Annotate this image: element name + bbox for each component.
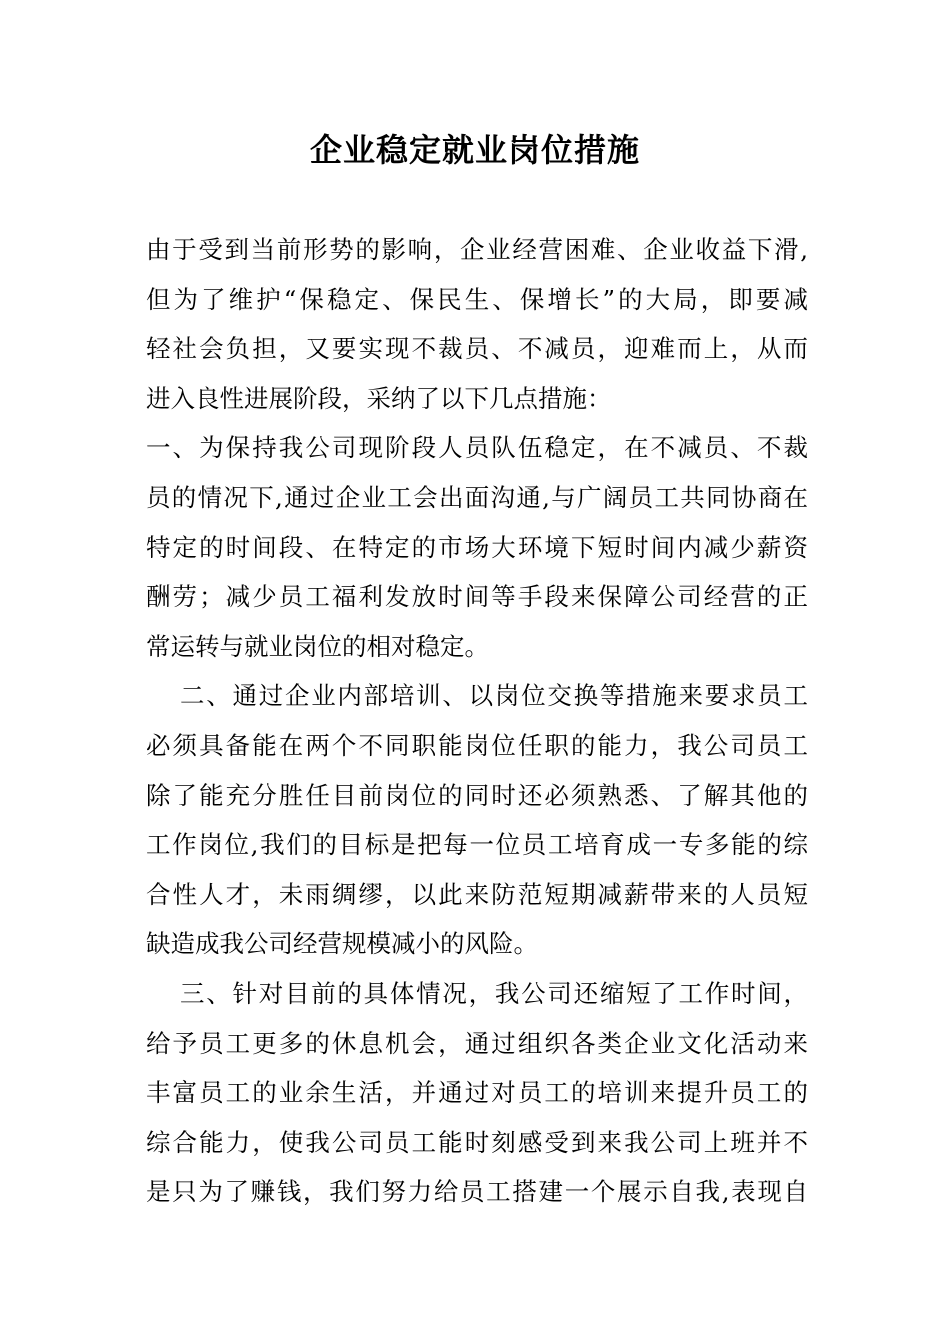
- paragraph-line: 丰富员工的业余生活，并通过对员工的培训来提升员工的: [146, 1078, 808, 1108]
- paragraph-line: 给予员工更多的休息机会，通过组织各类企业文化活动来: [146, 1028, 808, 1058]
- paragraph-line: 轻社会负担，又要实现不裁员、不减员，迎难而上，从而: [146, 334, 808, 364]
- paragraph-line: 进入良性进展阶段，采纳了以下几点措施：: [146, 383, 612, 413]
- paragraph-line: 缺造成我公司经营规模减小的风险。: [146, 929, 538, 959]
- paragraph-line: 必须具备能在两个不同职能岗位任职的能力，我公司员工: [146, 730, 808, 760]
- paragraph-line: 合性人才，未雨绸缪，以此来防范短期减薪带来的人员短: [146, 879, 808, 909]
- paragraph-line: 是只为了赚钱，我们努力给员工搭建一个展示自我,表现自: [146, 1177, 808, 1207]
- document-body: [146, 225, 808, 1217]
- paragraph-line: 二、通过企业内部培训、以岗位交换等措施来要求员工: [180, 681, 808, 711]
- paragraph-line: 员的情况下,通过企业工会出面沟通,与广阔员工共同协商在: [146, 482, 808, 512]
- paragraph-line: 常运转与就业岗位的相对稳定。: [146, 631, 489, 661]
- paragraph-line: 工作岗位,我们的目标是把每一位员工培育成一专多能的综: [146, 830, 808, 860]
- paragraph-line: 特定的时间段、在特定的市场大环境下短时间内减少薪资: [146, 532, 808, 562]
- paragraph-line: 但为了维护“保稳定、保民生、保增长”的大局，即要减: [146, 284, 808, 314]
- paragraph-line: 除了能充分胜任目前岗位的同时还必须熟悉、了解其他的: [146, 780, 808, 810]
- paragraph-line: 酬劳；减少员工福利发放时间等手段来保障公司经营的正: [146, 582, 808, 612]
- paragraph-line: 三、针对目前的具体情况，我公司还缩短了工作时间，: [180, 978, 808, 1008]
- document-title: 企业稳定就业岗位措施: [309, 131, 640, 169]
- paragraph-line: 一、为保持我公司现阶段人员队伍稳定，在不减员、不裁: [146, 433, 808, 463]
- paragraph-line: 综合能力，使我公司员工能时刻感受到来我公司上班并不: [146, 1127, 808, 1157]
- paragraph-line: 由于受到当前形势的影响，企业经营困难、企业收益下滑,: [146, 235, 808, 264]
